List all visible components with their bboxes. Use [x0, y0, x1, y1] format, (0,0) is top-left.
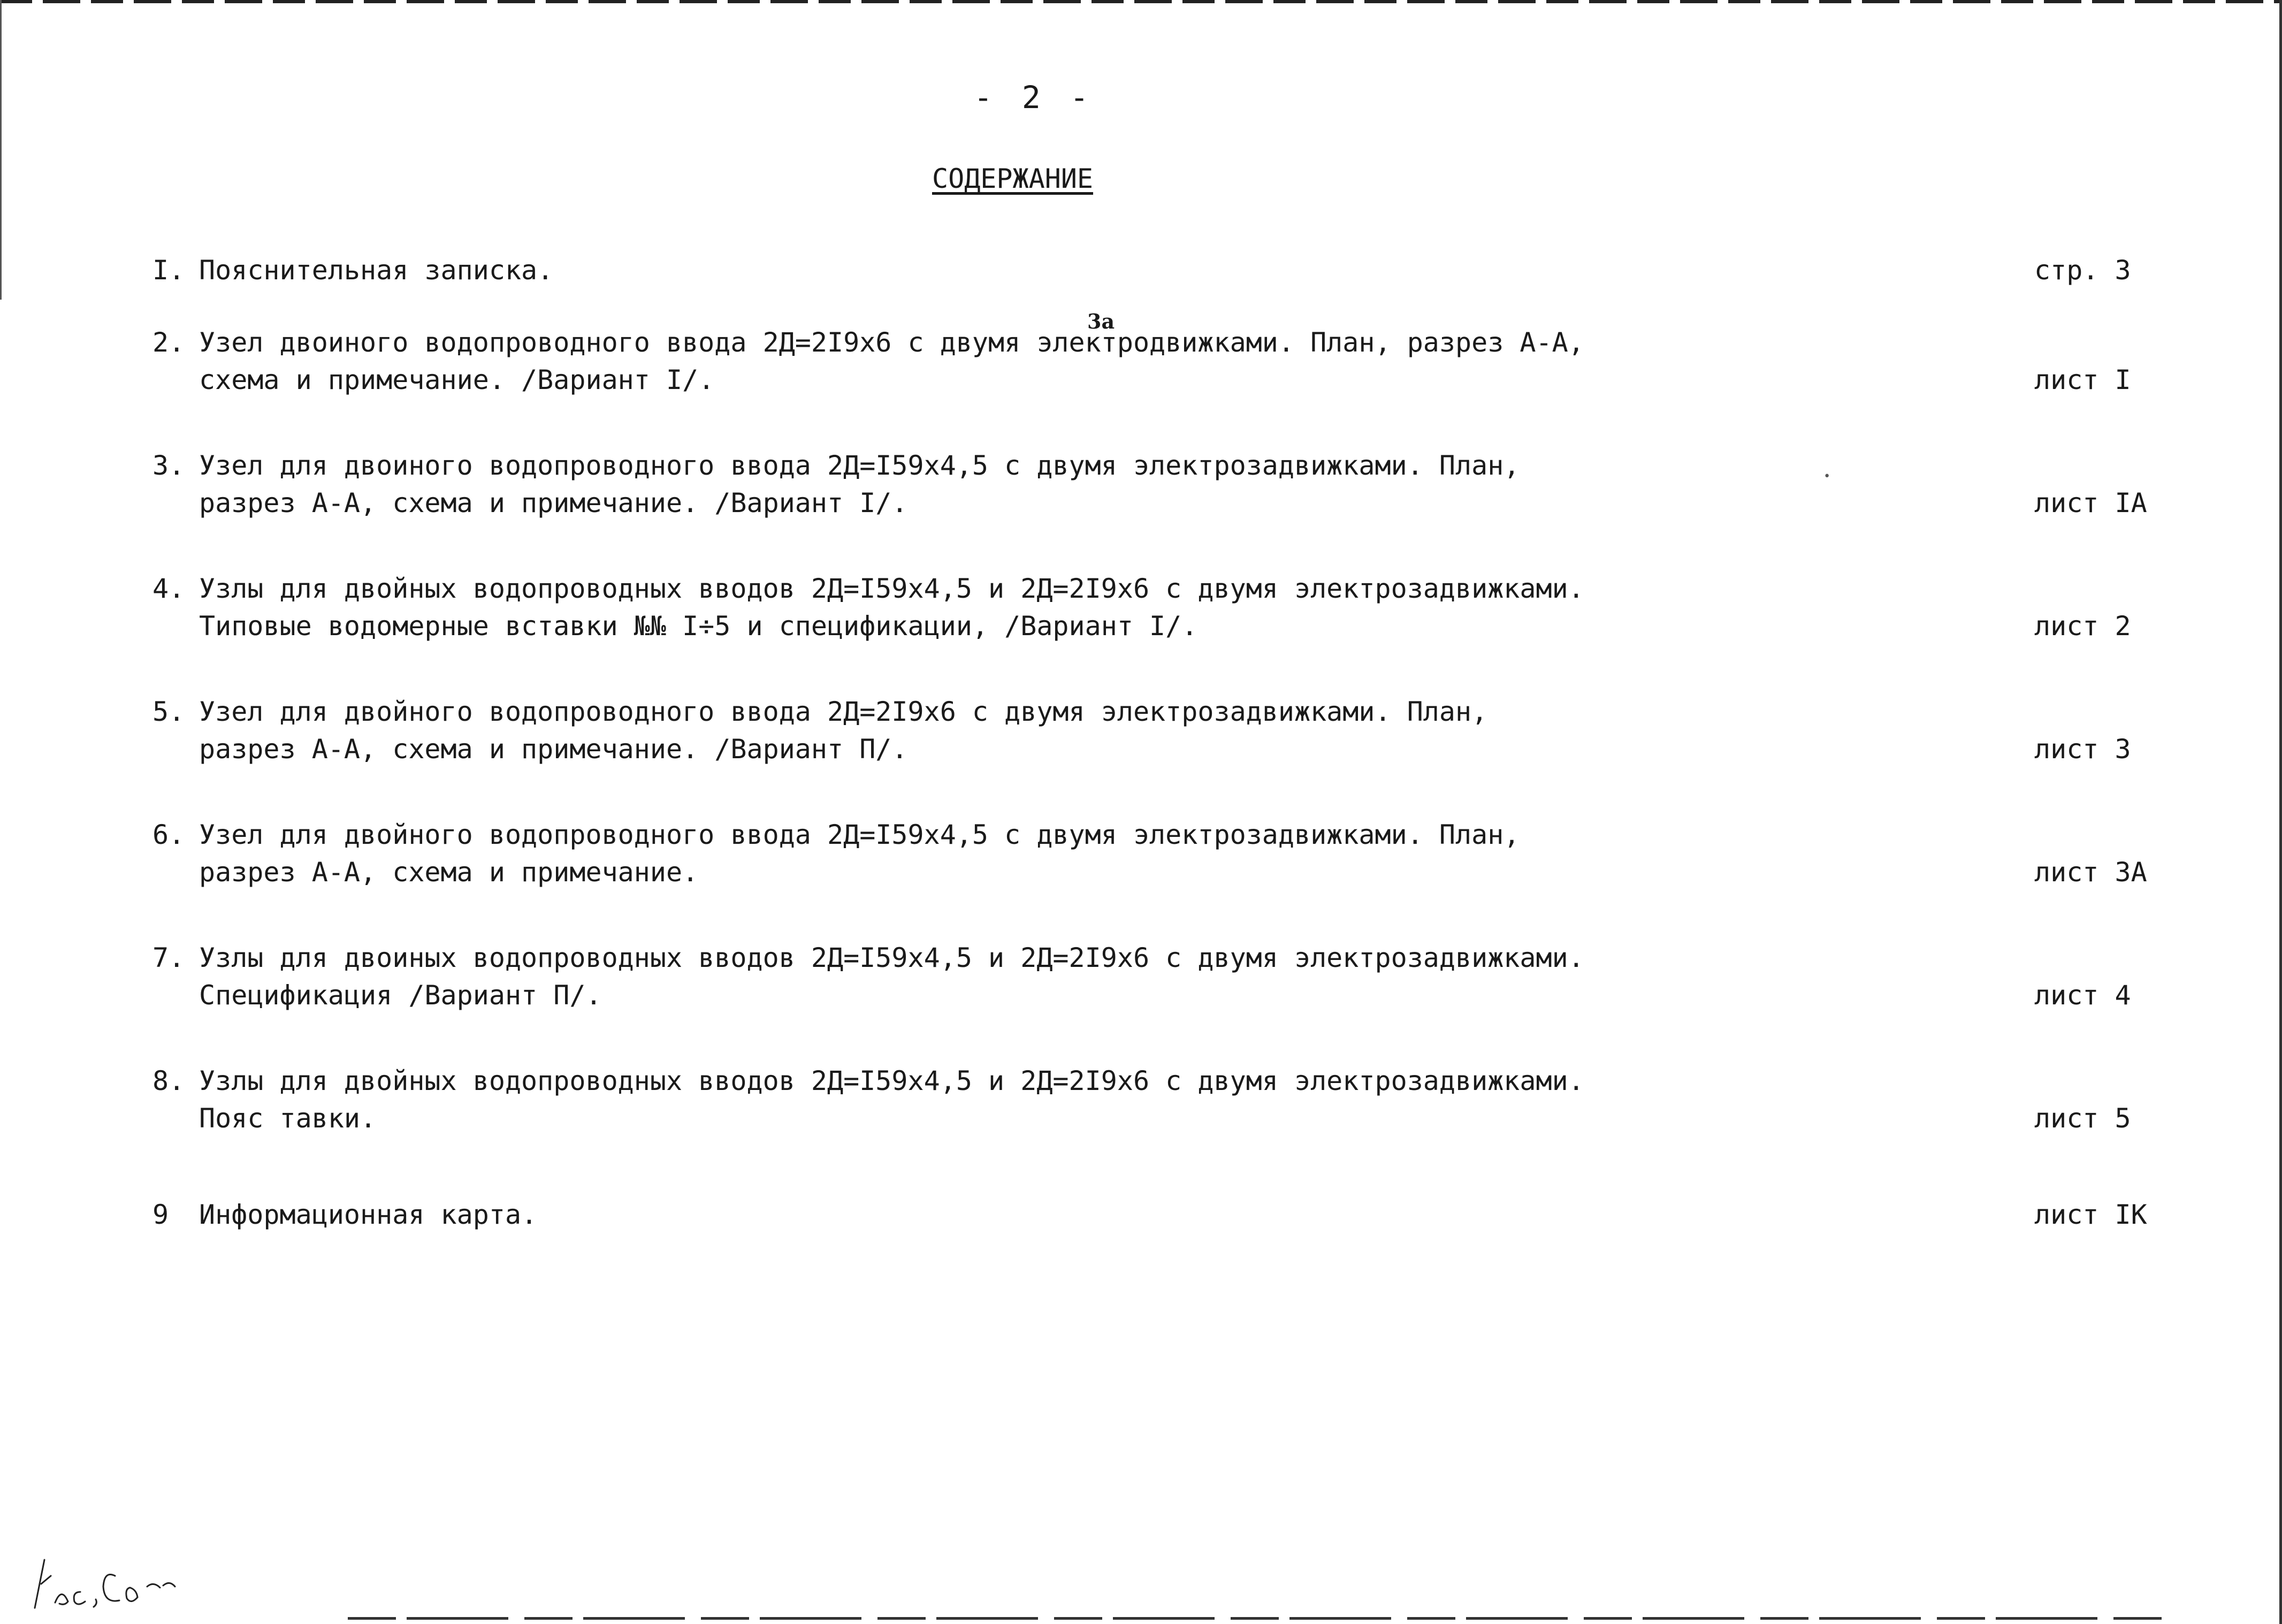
- scan-border-top: [0, 0, 2282, 3]
- entry-line: Узлы для двойных водопроводных вводов 2Д=I59х4,5 и 2Д=2I9х6 с двумя электрозадвижками.: [199, 573, 1584, 604]
- entry-number: 7.: [152, 942, 185, 973]
- entry-line: Узел для двоиного водопроводного ввода 2Д=I59х4,5 с двумя электрозадвижками. План,: [199, 450, 1520, 481]
- entry-number: 2.: [152, 327, 185, 358]
- entry-number: 8.: [152, 1065, 185, 1096]
- entry-line: Узлы для двоиных водопроводных вводов 2Д=I59х4,5 и 2Д=2I9х6 с двумя электрозадвижками.: [199, 942, 1584, 973]
- entry-line: Информационная карта.: [199, 1199, 538, 1230]
- entry-text: [199, 816, 1520, 891]
- entry-text: [199, 939, 1584, 1014]
- entry-page-ref: лист 5: [2034, 1103, 2131, 1134]
- entry-text: [199, 447, 1520, 522]
- entry-number: I.: [152, 255, 185, 286]
- entry-text: [199, 324, 1584, 399]
- toc-heading: СОДЕРЖАНИЕ: [932, 163, 1094, 194]
- entry-page-ref: лист IК: [2034, 1199, 2147, 1230]
- entry-line: Узел для двойного водопроводного ввода 2Д=I59х4,5 с двумя электрозадвижками. План,: [199, 819, 1520, 850]
- entry-page-ref: лист 2: [2034, 611, 2131, 642]
- entry-page-ref: лист 3: [2034, 734, 2131, 765]
- entry-line: Спецификация /Вариант П/.: [199, 980, 602, 1011]
- entry-text: [199, 1062, 1584, 1137]
- entry-page-ref: лист 4: [2034, 980, 2131, 1011]
- entry-page-ref: лист I: [2034, 364, 2131, 395]
- entry-text: [199, 570, 1584, 645]
- entry-number: 6.: [152, 819, 185, 850]
- entry-line: Пояснительная записка.: [199, 255, 554, 286]
- entry-number: 3.: [152, 450, 185, 481]
- handwritten-correction: 3а: [1087, 309, 1115, 333]
- handwritten-note: [29, 1554, 201, 1613]
- entry-line: разрез А-А, схема и примечание.: [199, 857, 699, 888]
- entry-line: Пояс тавки.: [199, 1103, 377, 1134]
- entry-line: Типовые водомерные вставки №№ I÷5 и спецификации, /Вариант I/.: [199, 611, 1198, 642]
- entry-page-ref: лист 3А: [2034, 857, 2147, 888]
- entry-line: Узлы для двойных водопроводных вводов 2Д=I59х4,5 и 2Д=2I9х6 с двумя электрозадвижками.: [199, 1065, 1584, 1096]
- entry-number: 9: [152, 1199, 169, 1230]
- entry-page-ref: стр. 3: [2034, 255, 2131, 286]
- entry-line: разрез А-А, схема и примечание. /Вариант I/.: [199, 487, 908, 519]
- entry-text: [199, 693, 1487, 768]
- entry-number: 4.: [152, 573, 185, 604]
- entry-number: 5.: [152, 696, 185, 727]
- entry-line: разрез А-А, схема и примечание. /Вариант П/.: [199, 734, 908, 765]
- scan-edge-right: [2279, 0, 2282, 1624]
- page-number: - 2 -: [974, 79, 1094, 116]
- entry-line: схема и примечание. /Вариант I/.: [199, 364, 715, 395]
- scan-border-bottom: [348, 1617, 2167, 1620]
- entry-page-ref: лист IА: [2034, 487, 2147, 519]
- entry-line: Узел двоиного водопроводного ввода 2Д=2I9х6 с двумя электродвижками. План, разрез А-А,: [199, 327, 1584, 358]
- stray-mark: •: [1823, 470, 1831, 483]
- entry-text: [199, 1196, 537, 1233]
- scan-edge-left: [0, 0, 2, 300]
- entry-text: [199, 251, 553, 289]
- entry-line: Узел для двойного водопроводного ввода 2Д=2I9х6 с двумя электрозадвижками. План,: [199, 696, 1488, 727]
